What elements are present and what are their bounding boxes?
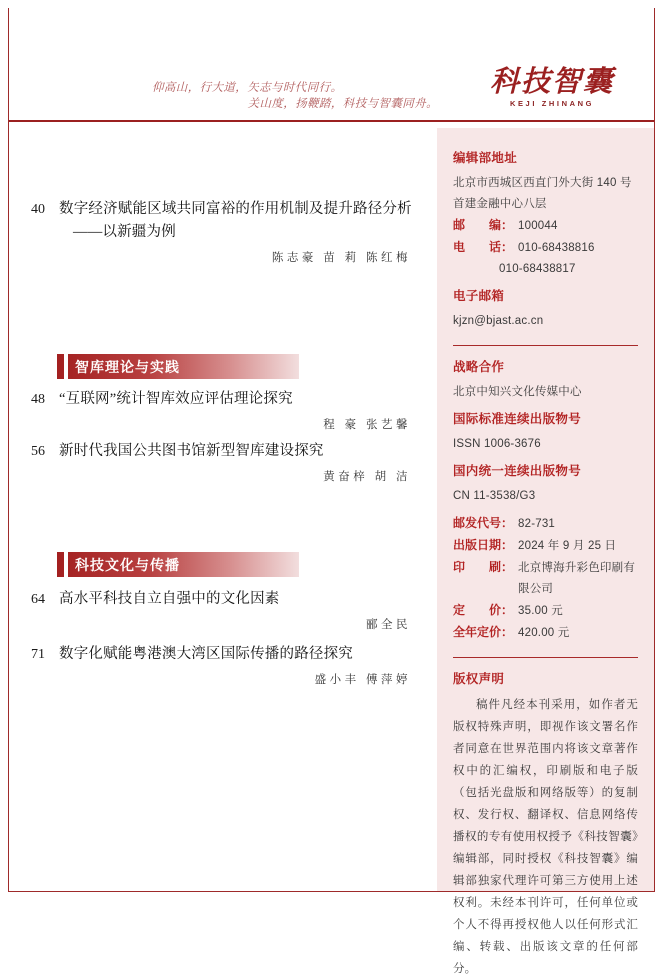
section-banner-accent-bar [64, 354, 68, 379]
phone-key: 电 话： [453, 240, 514, 254]
phone-row [453, 237, 638, 259]
postcode-value: 100044 [518, 220, 558, 232]
phone-value-secondary: 010-68438817 [499, 263, 576, 275]
postcode-key: 邮 编： [453, 218, 514, 232]
price-key: 定 价： [453, 603, 514, 617]
section-banner-sci-tech-culture [57, 552, 299, 577]
tagline-line-2: 关山度，扬鞭踏，科技与智囊同舟。 [247, 98, 438, 110]
section-banner-label: 科技文化与传播 [75, 556, 180, 573]
email-heading: 电子邮箱 [453, 289, 505, 303]
toc-title: 数字化赋能粤港澳大湾区国际传播的路径探究 [59, 646, 353, 662]
copyright-heading: 版权声明 [453, 672, 505, 686]
printer-row [453, 557, 638, 600]
toc-page-number: 48 [31, 392, 45, 407]
cn-number-value: CN 11-3538/G3 [453, 490, 536, 502]
journal-logo-pinyin: KEJI ZHINANG [509, 99, 595, 108]
cn-number-heading: 国内统一连续出版物号 [453, 464, 582, 478]
postcode-row [453, 215, 638, 237]
toc-entry[interactable] [9, 588, 429, 632]
address-heading: 编辑部地址 [453, 151, 518, 165]
partner-heading: 战略合作 [453, 360, 505, 374]
journal-logo-chinese: 科技智囊 [489, 66, 614, 98]
toc-page-number: 40 [31, 202, 45, 217]
phone-value-primary: 010-68438816 [518, 242, 595, 254]
toc-entry[interactable] [9, 643, 429, 687]
address-line-1: 北京市西城区西直门外大街 140 号 [453, 177, 632, 189]
postal-code-value: 82-731 [518, 518, 556, 530]
annual-price-row [453, 622, 638, 644]
price-row [453, 600, 638, 622]
issn-value: ISSN 1006-3676 [453, 438, 541, 450]
toc-entry[interactable] [9, 388, 429, 432]
toc-authors: 陈志豪 苗 莉 陈红梅 [271, 252, 411, 264]
masthead-sidebar [437, 128, 654, 975]
toc-title: 新时代我国公共图书馆新型智库建设探究 [59, 443, 324, 459]
sidebar-divider [453, 657, 638, 658]
issn-heading: 国际标准连续出版物号 [453, 412, 582, 426]
pubdate-key: 出版日期： [453, 538, 514, 552]
annual-price-value: 420.00 元 [518, 627, 570, 639]
tagline-line-1: 仰高山，行大道，矢志与时代同行。 [152, 82, 343, 94]
toc-entry[interactable] [9, 440, 429, 484]
header-divider [9, 120, 654, 122]
journal-logo [482, 66, 622, 108]
toc-entry[interactable] [9, 198, 429, 265]
toc-page-number: 71 [31, 647, 45, 662]
toc-authors: 郦全民 [366, 619, 411, 631]
page-border-right [654, 8, 655, 892]
toc-subtitle: ——以新疆为例 [73, 224, 176, 240]
sidebar-divider [453, 345, 638, 346]
toc-authors: 盛小丰 傅萍婷 [314, 674, 411, 686]
phone-row-secondary [453, 259, 638, 280]
pubdate-value: 2024 年 9 月 25 日 [518, 540, 617, 552]
section-banner-label: 智库理论与实践 [75, 358, 180, 375]
email-value[interactable]: kjzn@bjast.ac.cn [453, 315, 544, 327]
copyright-body: 稿件凡经本刊采用，如作者无版权特殊声明，即视作该文署名作者同意在世界范围内将该文章著作权中的汇编权，印刷版和电子版（包括光盘版和网络版等）的复制权、发行权、翻译权、信息网络传播权的专有使用权授予《科技智囊》编辑部，同时授权《科技智囊》编辑部独家代理许可第三方使用上述权利。未经本刊许可，任何单位或个人不得再授权他人以任何形式汇编、转载、出版该文章的任何部分。 [453, 699, 638, 975]
toc-title: 高水平科技自立自强中的文化因素 [59, 591, 280, 607]
price-value: 35.00 元 [518, 605, 563, 617]
pubdate-row [453, 535, 638, 557]
section-banner-think-tank-theory [57, 354, 299, 379]
page-header [0, 0, 663, 126]
toc-page-number: 64 [31, 592, 45, 607]
toc-title: 数字经济赋能区域共同富裕的作用机制及提升路径分析 [59, 201, 412, 217]
toc-authors: 黄奋梓 胡 洁 [323, 471, 411, 483]
journal-tagline [140, 80, 440, 112]
partner-value: 北京中知兴文化传媒中心 [453, 386, 582, 398]
toc-authors: 程 豪 张艺馨 [323, 419, 411, 431]
postal-code-key: 邮发代号： [453, 516, 514, 530]
annual-price-key: 全年定价： [453, 625, 514, 639]
postal-code-row [453, 513, 638, 535]
address-line-2: 首建金融中心八层 [453, 198, 547, 210]
printer-value: 北京博海升彩色印刷有限公司 [518, 562, 636, 595]
printer-key: 印 刷： [453, 560, 514, 574]
toc-column [9, 128, 437, 891]
toc-page-number: 56 [31, 444, 45, 459]
section-banner-accent-bar [64, 552, 68, 577]
toc-title: “互联网”统计智库效应评估理论探究 [59, 391, 293, 407]
